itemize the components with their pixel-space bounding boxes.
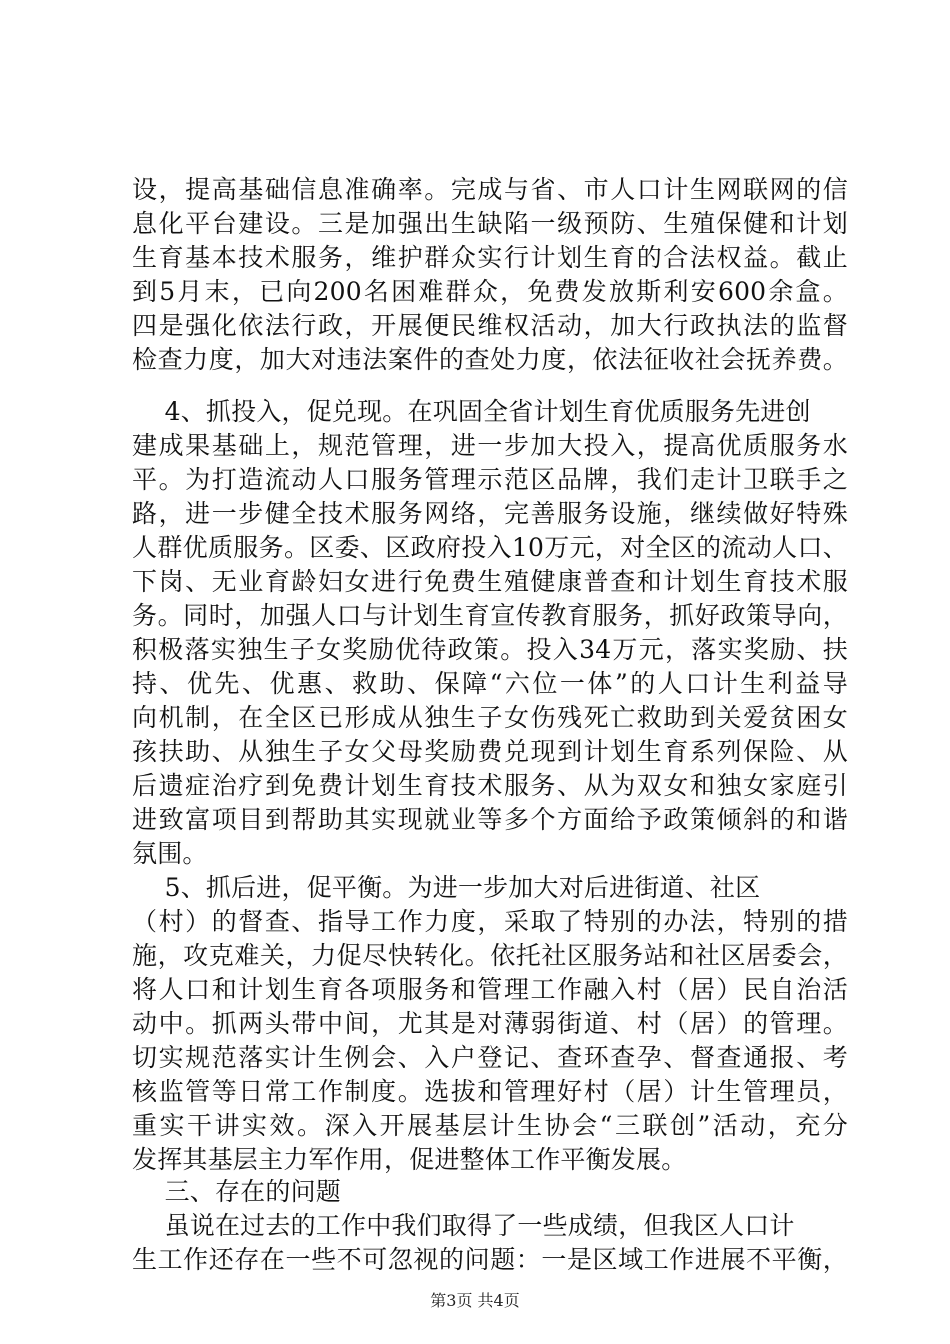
text-line: 重实干讲实效。深入开展基层计生协会“三联创”活动，充分 (132, 1111, 848, 1140)
paragraph-start-line: 4、抓投入，促兑现。在巩固全省计划生育优质服务先进创 (132, 397, 811, 426)
section-heading: 三、存在的问题 (132, 1177, 341, 1206)
text-line: 持、优先、优惠、救助、保障“六位一体”的人口计生利益导 (132, 669, 848, 698)
text-line: 路，进一步健全技术服务网络，完善服务设施，继续做好特殊 (132, 499, 848, 528)
text-line: 生育基本技术服务，维护群众实行计划生育的合法权益。截止 (132, 243, 848, 272)
paragraph-start-line: 5、抓后进，促平衡。为进一步加大对后进街道、社区 (132, 873, 761, 902)
paragraph-end-line: 氛围。 (132, 839, 208, 868)
page-footer: 第3页 共4页 (430, 1291, 520, 1310)
text-line: 人群优质服务。区委、区政府投入10万元，对全区的流动人口、 (132, 533, 848, 562)
text-line: 检查力度，加大对违法案件的查处力度，依法征收社会抚养费。 (132, 345, 848, 374)
text-line: 生工作还存在一些不可忽视的问题：一是区域工作进展不平衡， (132, 1245, 848, 1274)
text-line: 切实规范落实计生例会、入户登记、查环查孕、督查通报、考 (132, 1043, 848, 1072)
text-line: 下岗、无业育龄妇女进行免费生殖健康普查和计划生育技术服 (132, 567, 848, 596)
text-line: 施，攻克难关，力促尽快转化。依托社区服务站和社区居委会， (132, 941, 848, 970)
text-line: 建成果基础上，规范管理，进一步加大投入，提高优质服务水 (132, 431, 848, 460)
text-line: 四是强化依法行政，开展便民维权活动，加大行政执法的监督 (132, 311, 848, 340)
text-line: 将人口和计划生育各项服务和管理工作融入村（居）民自治活 (132, 975, 848, 1004)
text-line: 务。同时，加强人口与计划生育宣传教育服务，抓好政策导向， (132, 601, 848, 630)
paragraph-start-line: 虽说在过去的工作中我们取得了一些成绩，但我区人口计 (132, 1211, 795, 1240)
text-line: 到5月末，已向200名困难群众，免费发放斯利安600余盒。 (132, 277, 848, 306)
text-line: 进致富项目到帮助其实现就业等多个方面给予政策倾斜的和谐 (132, 805, 848, 834)
text-line: 孩扶助、从独生子女父母奖励费兑现到计划生育系列保险、从 (132, 737, 848, 766)
text-line: 向机制，在全区已形成从独生子女伤残死亡救助到关爱贫困女 (132, 703, 848, 732)
paragraph-end-line: 发挥其基层主力军作用，促进整体工作平衡发展。 (132, 1145, 687, 1174)
text-line: 设，提高基础信息准确率。完成与省、市人口计生网联网的信 (132, 175, 848, 204)
text-line: 核监管等日常工作制度。选拔和管理好村（居）计生管理员， (132, 1077, 848, 1106)
text-line: 后遗症治疗到免费计划生育技术服务、从为双女和独女家庭引 (132, 771, 848, 800)
text-line: （村）的督查、指导工作力度，采取了特别的办法，特别的措 (132, 907, 848, 936)
text-line: 息化平台建设。三是加强出生缺陷一级预防、生殖保健和计划 (132, 209, 848, 238)
text-line: 积极落实独生子女奖励优待政策。投入34万元，落实奖励、扶 (132, 635, 848, 664)
text-line: 平。为打造流动人口服务管理示范区品牌，我们走计卫联手之 (132, 465, 848, 494)
text-line: 动中。抓两头带中间，尤其是对薄弱街道、村（居）的管理。 (132, 1009, 848, 1038)
